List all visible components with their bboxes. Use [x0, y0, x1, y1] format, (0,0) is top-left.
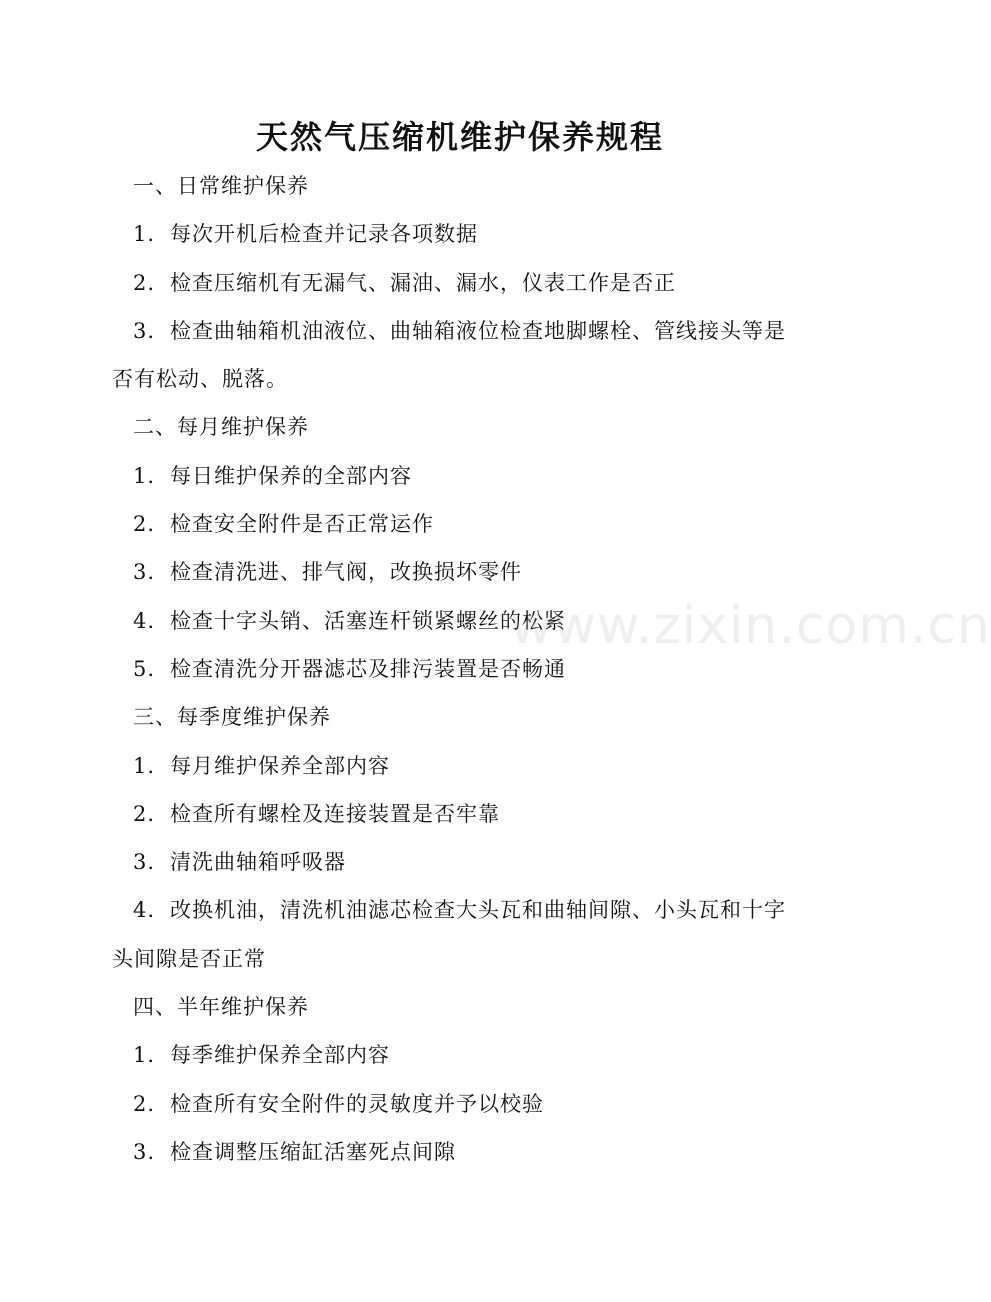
- item-number: 5.: [133, 656, 156, 681]
- item-number: 2.: [133, 270, 156, 295]
- item-text: 每日维护保养的全部内容: [170, 463, 412, 488]
- list-item: [112, 645, 822, 693]
- item-number: 3.: [133, 1139, 156, 1164]
- list-item: [112, 307, 822, 355]
- item-number: 4.: [133, 608, 156, 633]
- item-number: 1.: [133, 753, 156, 778]
- item-number: 3.: [133, 318, 156, 343]
- list-item: [112, 886, 822, 934]
- item-text: 每次开机后检查并记录各项数据: [170, 222, 478, 247]
- item-text: 检查调整压缩缸活塞死点间隙: [170, 1139, 456, 1164]
- list-item: [112, 548, 822, 596]
- document-title: 天然气压缩机维护保养规程: [255, 118, 664, 156]
- section-heading: 一、日常维护保养: [133, 174, 309, 198]
- item-text: 检查清洗分开器滤芯及排污装置是否畅通: [170, 656, 566, 681]
- item-text: 清洗曲轴箱呼吸器: [170, 850, 346, 875]
- list-item: [112, 500, 822, 548]
- list-item: [112, 597, 822, 645]
- list-item: [112, 1080, 822, 1128]
- item-number: 1.: [133, 463, 156, 488]
- list-item: [112, 790, 822, 838]
- item-continuation: 否有松动、脱落。: [112, 367, 288, 392]
- item-text: 检查所有螺栓及连接装置是否牢靠: [170, 801, 500, 826]
- section-heading: 三、每季度维护保养: [133, 705, 331, 730]
- item-number: 2.: [133, 1091, 156, 1116]
- item-text: 每季维护保养全部内容: [170, 1043, 390, 1068]
- list-item: [112, 1031, 822, 1079]
- item-text: 检查所有安全附件的灵敏度并予以校验: [170, 1091, 544, 1116]
- item-number: 1.: [133, 222, 156, 247]
- item-text: 检查十字头销、活塞连杆锁紧螺丝的松紧: [170, 608, 566, 633]
- item-number: 4.: [133, 898, 156, 923]
- list-item: [112, 210, 822, 258]
- list-item: [112, 1128, 822, 1176]
- item-number: 3.: [133, 850, 156, 875]
- item-text: 检查压缩机有无漏气、漏油、漏水，仪表工作是否正: [170, 270, 676, 295]
- document-body: [112, 162, 822, 1176]
- list-item: [112, 742, 822, 790]
- watermark: www.zixin.com.cn: [510, 596, 991, 656]
- item-text: 改换机油，清洗机油滤芯检查大头瓦和曲轴间隙、小头瓦和十字: [170, 898, 786, 923]
- item-number: 3.: [133, 560, 156, 585]
- list-item: [112, 838, 822, 886]
- item-text: 检查曲轴箱机油液位、曲轴箱液位检查地脚螺栓、管线接头等是: [170, 318, 786, 343]
- list-item: [112, 259, 822, 307]
- item-text: 检查清洗进、排气阀，改换损坏零件: [170, 560, 522, 585]
- item-continuation: 头间隙是否正常: [112, 946, 266, 971]
- item-number: 2.: [133, 512, 156, 537]
- item-text: 检查安全附件是否正常运作: [170, 512, 434, 537]
- section-heading: 四、半年维护保养: [133, 995, 309, 1020]
- item-number: 1.: [133, 1043, 156, 1068]
- section-heading: 二、每月维护保养: [133, 415, 309, 440]
- item-text: 每月维护保养全部内容: [170, 753, 390, 778]
- item-number: 2.: [133, 801, 156, 826]
- list-item: [112, 452, 822, 500]
